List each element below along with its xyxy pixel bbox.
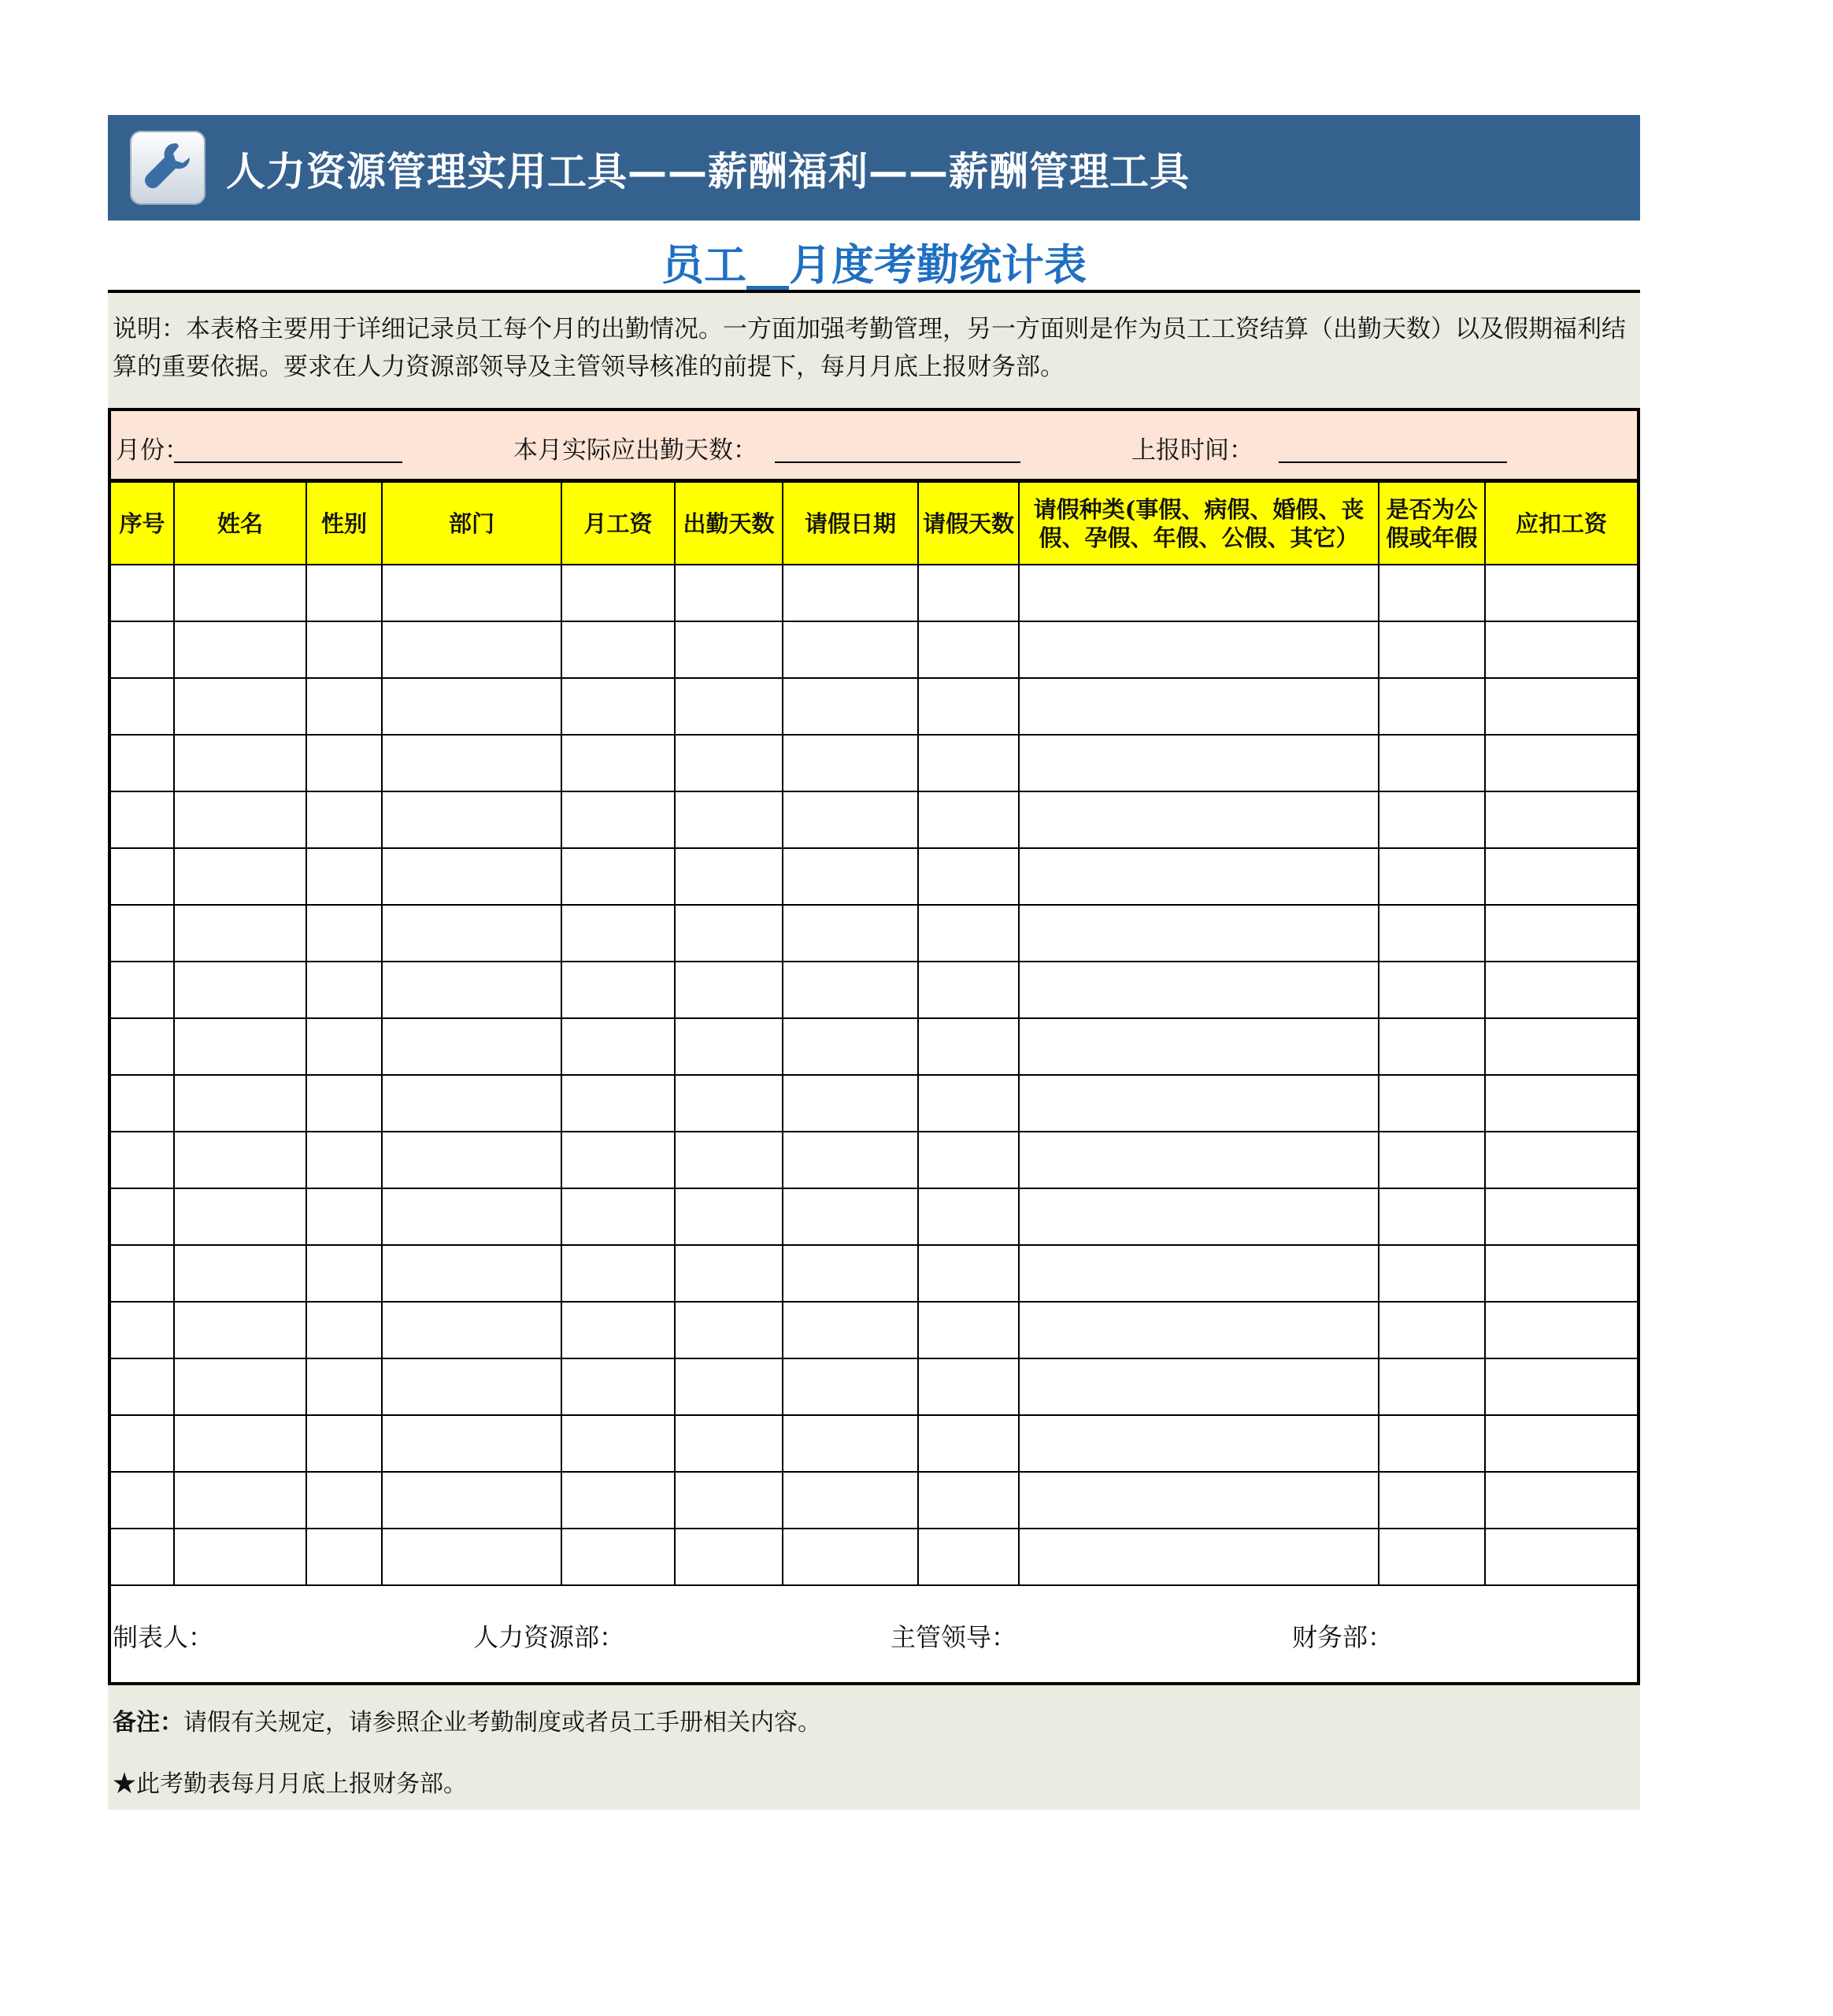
table-cell[interactable] <box>783 1188 918 1245</box>
table-cell[interactable] <box>918 962 1019 1018</box>
note-label: 备注： <box>113 1709 183 1736</box>
table-cell[interactable] <box>675 848 783 905</box>
header-title: 人力资源管理实用工具——薪酬福利——薪酬管理工具 <box>226 149 1190 195</box>
table-cell[interactable] <box>561 791 675 848</box>
column-header: 姓名 <box>174 483 306 565</box>
table-cell[interactable] <box>675 735 783 791</box>
table-cell[interactable] <box>1485 905 1637 962</box>
table-cell[interactable] <box>306 962 382 1018</box>
table-row <box>111 1132 1637 1188</box>
table-cell[interactable] <box>1485 1472 1637 1529</box>
table-cell[interactable] <box>561 1472 675 1529</box>
table-cell[interactable] <box>1019 1018 1379 1075</box>
table-cell[interactable] <box>675 1188 783 1245</box>
table-cell[interactable] <box>1019 735 1379 791</box>
table-cell[interactable] <box>918 621 1019 678</box>
column-header: 出勤天数 <box>675 483 783 565</box>
table-cell[interactable] <box>306 1415 382 1472</box>
table-row <box>111 962 1637 1018</box>
table-cell[interactable] <box>561 848 675 905</box>
table-cell[interactable] <box>1019 1472 1379 1529</box>
table-row <box>111 848 1637 905</box>
table-cell[interactable] <box>1019 678 1379 735</box>
table-cell[interactable] <box>918 1188 1019 1245</box>
table-cell[interactable] <box>918 1132 1019 1188</box>
table-cell[interactable] <box>1379 1472 1485 1529</box>
table-cell[interactable] <box>174 1132 306 1188</box>
table-cell[interactable] <box>783 1358 918 1415</box>
table-row <box>111 621 1637 678</box>
table-cell[interactable] <box>1379 1018 1485 1075</box>
table-cell[interactable] <box>918 1472 1019 1529</box>
month-field[interactable] <box>174 461 402 463</box>
table-cell[interactable] <box>111 791 174 848</box>
table-cell[interactable] <box>783 1075 918 1132</box>
note-line <box>113 1703 821 1737</box>
table-cell[interactable] <box>561 1245 675 1302</box>
table-cell[interactable] <box>783 565 918 621</box>
table-row <box>111 1018 1637 1075</box>
table-cell[interactable] <box>1485 1358 1637 1415</box>
table-cell[interactable] <box>1379 1358 1485 1415</box>
table-cell[interactable] <box>174 1188 306 1245</box>
table-cell[interactable] <box>306 735 382 791</box>
table-cell[interactable] <box>1379 905 1485 962</box>
table-cell[interactable] <box>174 1075 306 1132</box>
table-cell[interactable] <box>1019 565 1379 621</box>
title-row <box>108 220 1640 293</box>
table-cell[interactable] <box>561 1302 675 1358</box>
note-text: 请假有关规定，请参照企业考勤制度或者员工手册相关内容。 <box>183 1709 821 1736</box>
table-cell[interactable] <box>1019 962 1379 1018</box>
table-cell[interactable] <box>1485 1132 1637 1188</box>
table-cell[interactable] <box>1485 1075 1637 1132</box>
report-time-label: 上报时间： <box>1131 436 1253 465</box>
column-header: 请假天数 <box>918 483 1019 565</box>
table-cell[interactable] <box>561 678 675 735</box>
table-body <box>111 565 1637 1584</box>
table-cell[interactable] <box>918 848 1019 905</box>
table-cell[interactable] <box>174 848 306 905</box>
table-cell[interactable] <box>111 735 174 791</box>
table-cell[interactable] <box>1379 962 1485 1018</box>
table-cell[interactable] <box>1019 1415 1379 1472</box>
table-cell[interactable] <box>1019 848 1379 905</box>
table-cell[interactable] <box>561 1132 675 1188</box>
table-cell[interactable] <box>306 1018 382 1075</box>
table-cell[interactable] <box>174 1415 306 1472</box>
table-cell[interactable] <box>306 621 382 678</box>
table-row <box>111 905 1637 962</box>
column-header: 部门 <box>382 483 561 565</box>
column-header: 序号 <box>111 483 174 565</box>
table-cell[interactable] <box>111 1302 174 1358</box>
table-cell[interactable] <box>306 1188 382 1245</box>
table-cell[interactable] <box>1019 1358 1379 1415</box>
table-cell[interactable] <box>111 1529 174 1584</box>
table-cell[interactable] <box>675 1075 783 1132</box>
table-cell[interactable] <box>783 621 918 678</box>
table-cell[interactable] <box>174 1302 306 1358</box>
table-cell[interactable] <box>1485 1018 1637 1075</box>
table-cell[interactable] <box>783 1415 918 1472</box>
table-cell[interactable] <box>1485 962 1637 1018</box>
required-days-field[interactable] <box>775 461 1020 463</box>
table-row <box>111 1415 1637 1472</box>
table-cell[interactable] <box>1019 905 1379 962</box>
table-cell[interactable] <box>918 1245 1019 1302</box>
table-cell[interactable] <box>174 962 306 1018</box>
table-cell[interactable] <box>111 848 174 905</box>
table-cell[interactable] <box>918 1075 1019 1132</box>
table-cell[interactable] <box>382 1018 561 1075</box>
required-days-label: 本月实际应出勤天数： <box>513 436 757 465</box>
table-cell[interactable] <box>675 1415 783 1472</box>
table-cell[interactable] <box>174 1245 306 1302</box>
table-cell[interactable] <box>306 1472 382 1529</box>
table-cell[interactable] <box>1379 621 1485 678</box>
table-cell[interactable] <box>561 621 675 678</box>
table-cell[interactable] <box>174 905 306 962</box>
table-cell[interactable] <box>918 1018 1019 1075</box>
finance-label: 财务部： <box>1292 1622 1394 1652</box>
table-cell[interactable] <box>111 962 174 1018</box>
table-cell[interactable] <box>174 1018 306 1075</box>
table-cell[interactable] <box>1019 1075 1379 1132</box>
table-cell[interactable] <box>918 905 1019 962</box>
table-cell[interactable] <box>675 791 783 848</box>
table-row <box>111 1188 1637 1245</box>
table-cell[interactable] <box>111 1472 174 1529</box>
table-cell[interactable] <box>675 1132 783 1188</box>
table-cell[interactable] <box>382 1302 561 1358</box>
table-cell[interactable] <box>1485 1188 1637 1245</box>
table-cell[interactable] <box>783 735 918 791</box>
table-cell[interactable] <box>1485 1529 1637 1584</box>
table-cell[interactable] <box>675 1472 783 1529</box>
column-header: 是否为公假或年假 <box>1379 483 1485 565</box>
table-cell[interactable] <box>1019 1188 1379 1245</box>
table-cell[interactable] <box>1485 791 1637 848</box>
table-cell[interactable] <box>174 1358 306 1415</box>
table-cell[interactable] <box>111 565 174 621</box>
table-cell[interactable] <box>1485 848 1637 905</box>
table-cell[interactable] <box>1019 621 1379 678</box>
table-row <box>111 1302 1637 1358</box>
table-cell[interactable] <box>382 1358 561 1415</box>
table-cell[interactable] <box>111 1018 174 1075</box>
attendance-table <box>111 483 1637 1584</box>
table-cell[interactable] <box>675 1018 783 1075</box>
table-cell[interactable] <box>174 735 306 791</box>
table-cell[interactable] <box>561 1529 675 1584</box>
table-cell[interactable] <box>382 848 561 905</box>
table-cell[interactable] <box>675 565 783 621</box>
month-label: 月份： <box>116 436 189 465</box>
table-cell[interactable] <box>382 621 561 678</box>
table-cell[interactable] <box>382 791 561 848</box>
table-cell[interactable] <box>783 1132 918 1188</box>
table-cell[interactable] <box>561 1018 675 1075</box>
table-cell[interactable] <box>1379 1075 1485 1132</box>
table-cell[interactable] <box>561 735 675 791</box>
table-row <box>111 791 1637 848</box>
wrench-icon <box>130 131 206 205</box>
table-row <box>111 1075 1637 1132</box>
table-cell[interactable] <box>561 962 675 1018</box>
column-header: 性别 <box>306 483 382 565</box>
table-cell[interactable] <box>174 565 306 621</box>
table-cell[interactable] <box>1379 791 1485 848</box>
table-cell[interactable] <box>1485 621 1637 678</box>
table-cell[interactable] <box>675 678 783 735</box>
table-cell[interactable] <box>1019 791 1379 848</box>
table-cell[interactable] <box>306 848 382 905</box>
table-cell[interactable] <box>174 1472 306 1529</box>
table-cell[interactable] <box>111 1132 174 1188</box>
table-cell[interactable] <box>561 1188 675 1245</box>
table-cell[interactable] <box>306 1358 382 1415</box>
table-cell[interactable] <box>561 565 675 621</box>
table-cell[interactable] <box>675 905 783 962</box>
table-cell[interactable] <box>306 905 382 962</box>
table-cell[interactable] <box>783 791 918 848</box>
table-row <box>111 678 1637 735</box>
table-cell[interactable] <box>1019 1529 1379 1584</box>
table-cell[interactable] <box>1019 1302 1379 1358</box>
table-header-row <box>111 483 1637 565</box>
table-cell[interactable] <box>174 621 306 678</box>
table-cell[interactable] <box>1019 1245 1379 1302</box>
table-cell[interactable] <box>111 1415 174 1472</box>
table-cell[interactable] <box>918 735 1019 791</box>
table-cell[interactable] <box>111 621 174 678</box>
table-cell[interactable] <box>918 1302 1019 1358</box>
table-cell[interactable] <box>382 1075 561 1132</box>
table-cell[interactable] <box>382 1415 561 1472</box>
table-cell[interactable] <box>111 678 174 735</box>
table-cell[interactable] <box>675 1529 783 1584</box>
table-cell[interactable] <box>561 1075 675 1132</box>
table-cell[interactable] <box>306 1529 382 1584</box>
table-cell[interactable] <box>1379 848 1485 905</box>
table-cell[interactable] <box>382 565 561 621</box>
table-cell[interactable] <box>382 1529 561 1584</box>
table-cell[interactable] <box>783 905 918 962</box>
info-row <box>111 411 1637 483</box>
signature-row <box>111 1584 1637 1682</box>
table-cell[interactable] <box>382 905 561 962</box>
table-cell[interactable] <box>783 962 918 1018</box>
table-cell[interactable] <box>783 1245 918 1302</box>
table-cell[interactable] <box>675 1245 783 1302</box>
hr-label: 人力资源部： <box>473 1622 625 1652</box>
table-cell[interactable] <box>675 1358 783 1415</box>
table-cell[interactable] <box>918 1415 1019 1472</box>
table-cell[interactable] <box>306 1132 382 1188</box>
table-row <box>111 1358 1637 1415</box>
table-cell[interactable] <box>783 848 918 905</box>
table-row <box>111 1245 1637 1302</box>
table-cell[interactable] <box>1485 1245 1637 1302</box>
table-cell[interactable] <box>783 678 918 735</box>
table-cell[interactable] <box>306 1075 382 1132</box>
attendance-form <box>108 408 1640 1685</box>
table-cell[interactable] <box>1379 565 1485 621</box>
table-cell[interactable] <box>306 565 382 621</box>
description: 说明：本表格主要用于详细记录员工每个月的出勤情况。一方面加强考勤管理，另一方面则是作为员工工资结算（出勤天数）以及假期福利结算的重要依据。要求在人力资源部领导及主管领导核准的前提下，每月月底上报财务部。 <box>108 293 1640 408</box>
table-cell[interactable] <box>783 1472 918 1529</box>
notes <box>108 1685 1640 1810</box>
table-cell[interactable] <box>918 791 1019 848</box>
table-cell[interactable] <box>382 1472 561 1529</box>
table-cell[interactable] <box>382 678 561 735</box>
supervisor-label: 主管领导： <box>891 1622 1017 1652</box>
column-header: 应扣工资 <box>1485 483 1637 565</box>
table-cell[interactable] <box>111 1358 174 1415</box>
table-cell[interactable] <box>1379 1188 1485 1245</box>
table-cell[interactable] <box>382 1132 561 1188</box>
table-cell[interactable] <box>918 678 1019 735</box>
table-cell[interactable] <box>918 1358 1019 1415</box>
table-cell[interactable] <box>561 1358 675 1415</box>
column-header: 请假日期 <box>783 483 918 565</box>
table-cell[interactable] <box>174 791 306 848</box>
table-cell[interactable] <box>675 621 783 678</box>
table-cell[interactable] <box>561 905 675 962</box>
table-cell[interactable] <box>306 1302 382 1358</box>
table-cell[interactable] <box>382 1188 561 1245</box>
table-cell[interactable] <box>918 1529 1019 1584</box>
table-cell[interactable] <box>1379 1245 1485 1302</box>
report-time-field[interactable] <box>1279 461 1507 463</box>
table-cell[interactable] <box>1379 1302 1485 1358</box>
column-header: 月工资 <box>561 483 675 565</box>
table-cell[interactable] <box>1485 565 1637 621</box>
attendance-sheet <box>108 115 1640 1810</box>
header-banner <box>108 115 1640 220</box>
table-cell[interactable] <box>306 678 382 735</box>
table-row <box>111 565 1637 621</box>
table-cell[interactable] <box>1485 735 1637 791</box>
table-cell[interactable] <box>1379 1415 1485 1472</box>
table-cell[interactable] <box>111 1188 174 1245</box>
table-cell[interactable] <box>918 565 1019 621</box>
column-header: 请假种类(事假、病假、婚假、丧假、孕假、年假、公假、其它） <box>1019 483 1379 565</box>
table-cell[interactable] <box>1485 1415 1637 1472</box>
star-note: ★此考勤表每月月底上报财务部。 <box>113 1770 467 1798</box>
table-cell[interactable] <box>174 1529 306 1584</box>
page-title: 员工__月度考勤统计表 <box>661 240 1087 290</box>
table-cell[interactable] <box>111 1075 174 1132</box>
table-cell[interactable] <box>783 1302 918 1358</box>
table-cell[interactable] <box>1379 735 1485 791</box>
table-cell[interactable] <box>382 962 561 1018</box>
table-row <box>111 1529 1637 1584</box>
table-cell[interactable] <box>1019 1132 1379 1188</box>
table-row <box>111 735 1637 791</box>
table-cell[interactable] <box>1379 678 1485 735</box>
table-cell[interactable] <box>1379 1529 1485 1584</box>
table-cell[interactable] <box>306 791 382 848</box>
table-cell[interactable] <box>675 962 783 1018</box>
table-row <box>111 1472 1637 1529</box>
preparer-label: 制表人： <box>113 1622 214 1652</box>
table-cell[interactable] <box>174 678 306 735</box>
table-cell[interactable] <box>675 1302 783 1358</box>
table-cell[interactable] <box>306 1245 382 1302</box>
table-cell[interactable] <box>783 1529 918 1584</box>
table-cell[interactable] <box>382 1245 561 1302</box>
table-cell[interactable] <box>1379 1132 1485 1188</box>
table-cell[interactable] <box>1485 678 1637 735</box>
table-cell[interactable] <box>783 1018 918 1075</box>
table-cell[interactable] <box>1485 1302 1637 1358</box>
table-cell[interactable] <box>111 1245 174 1302</box>
table-cell[interactable] <box>111 905 174 962</box>
table-cell[interactable] <box>382 735 561 791</box>
table-cell[interactable] <box>561 1415 675 1472</box>
